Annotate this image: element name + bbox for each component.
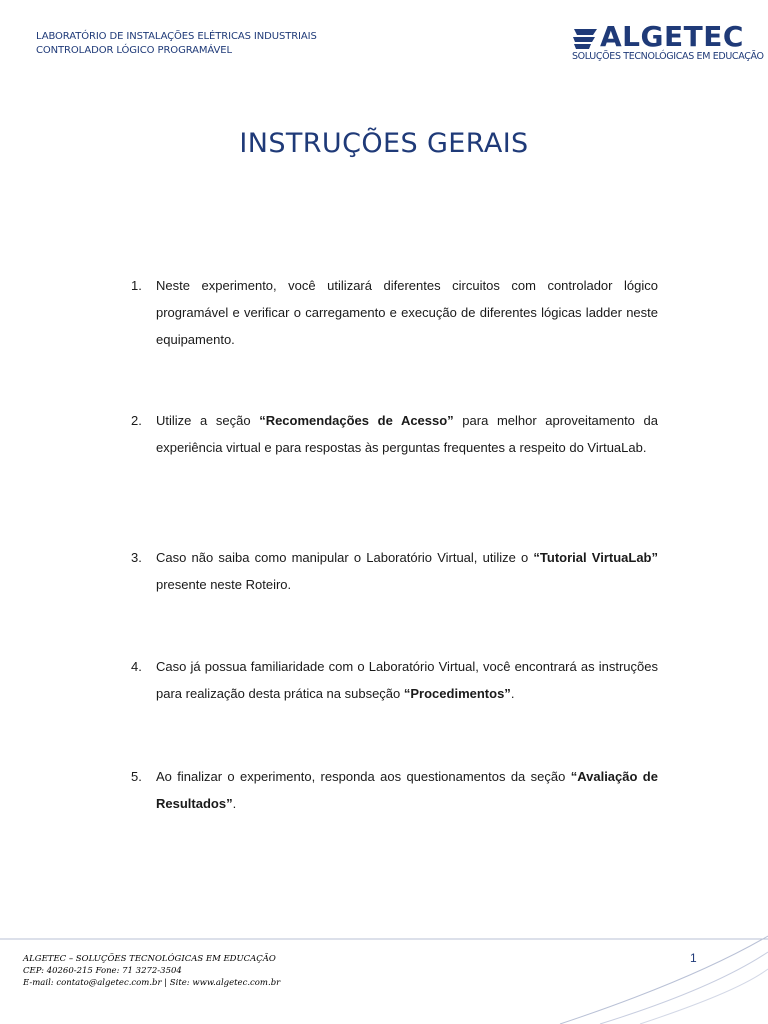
header-lab-title: LABORATÓRIO DE INSTALAÇÕES ELÉTRICAS INDUSTRIAIS bbox=[36, 31, 317, 42]
footer-contact bbox=[23, 953, 280, 989]
item-highlight: “Procedimentos” bbox=[403, 686, 511, 701]
header-text bbox=[36, 30, 376, 58]
item-number: 5. bbox=[131, 769, 142, 784]
footer-cep-phone: CEP: 40260-215 Fone: 71 3272-3504 bbox=[23, 966, 182, 976]
item-number: 2. bbox=[131, 413, 142, 428]
instruction-item-3 bbox=[131, 544, 658, 598]
logo-name: ALGETEC bbox=[600, 20, 744, 53]
item-highlight: “Tutorial VirtuaLab” bbox=[533, 550, 658, 565]
item-number: 4. bbox=[131, 659, 142, 674]
item-text: Ao finalizar o experimento, responda aos questionamentos da seção “Avaliação de Resultados”. bbox=[156, 769, 658, 811]
logo-tagline: SOLUÇÕES TECNOLÓGICAS EM EDUCAÇÃO bbox=[572, 51, 764, 62]
instruction-item-5 bbox=[131, 763, 658, 817]
item-text: Neste experimento, você utilizará diferentes circuitos com controlador lógico programável e verificar o carregamento e execução de diferentes lógicas ladder neste equipamento. bbox=[156, 278, 658, 347]
algetec-logo bbox=[571, 20, 764, 66]
item-text: Caso já possua familiaridade com o Laboratório Virtual, você encontrará as instruções para realização desta prática na subseção “Procedimentos”. bbox=[156, 659, 658, 701]
page-number: 1 bbox=[690, 951, 697, 965]
instruction-item-2 bbox=[131, 407, 658, 461]
item-number: 3. bbox=[131, 550, 142, 565]
header-subject: CONTROLADOR LÓGICO PROGRAMÁVEL bbox=[36, 45, 232, 56]
item-highlight: “Recomendações de Acesso” bbox=[259, 413, 454, 428]
item-highlight: “Avaliação de Resultados” bbox=[156, 769, 658, 811]
page-title: INSTRUÇÕES GERAIS bbox=[239, 128, 529, 159]
instruction-item-4 bbox=[131, 653, 658, 707]
footer-email-site: E-mail: contato@algetec.com.br | Site: www.algetec.com.br bbox=[23, 978, 281, 988]
item-text: Utilize a seção “Recomendações de Acesso” para melhor aproveitamento da experiência virtual e para respostas às perguntas frequentes a respeito do VirtuaLab. bbox=[156, 413, 658, 455]
footer-company: ALGETEC – SOLUÇÕES TECNOLÓGICAS EM EDUCAÇÃO bbox=[23, 954, 276, 964]
item-text: Caso não saiba como manipular o Laboratório Virtual, utilize o “Tutorial VirtuaLab” presente neste Roteiro. bbox=[156, 550, 658, 592]
item-number: 1. bbox=[131, 278, 142, 293]
instruction-item-1 bbox=[131, 272, 658, 353]
